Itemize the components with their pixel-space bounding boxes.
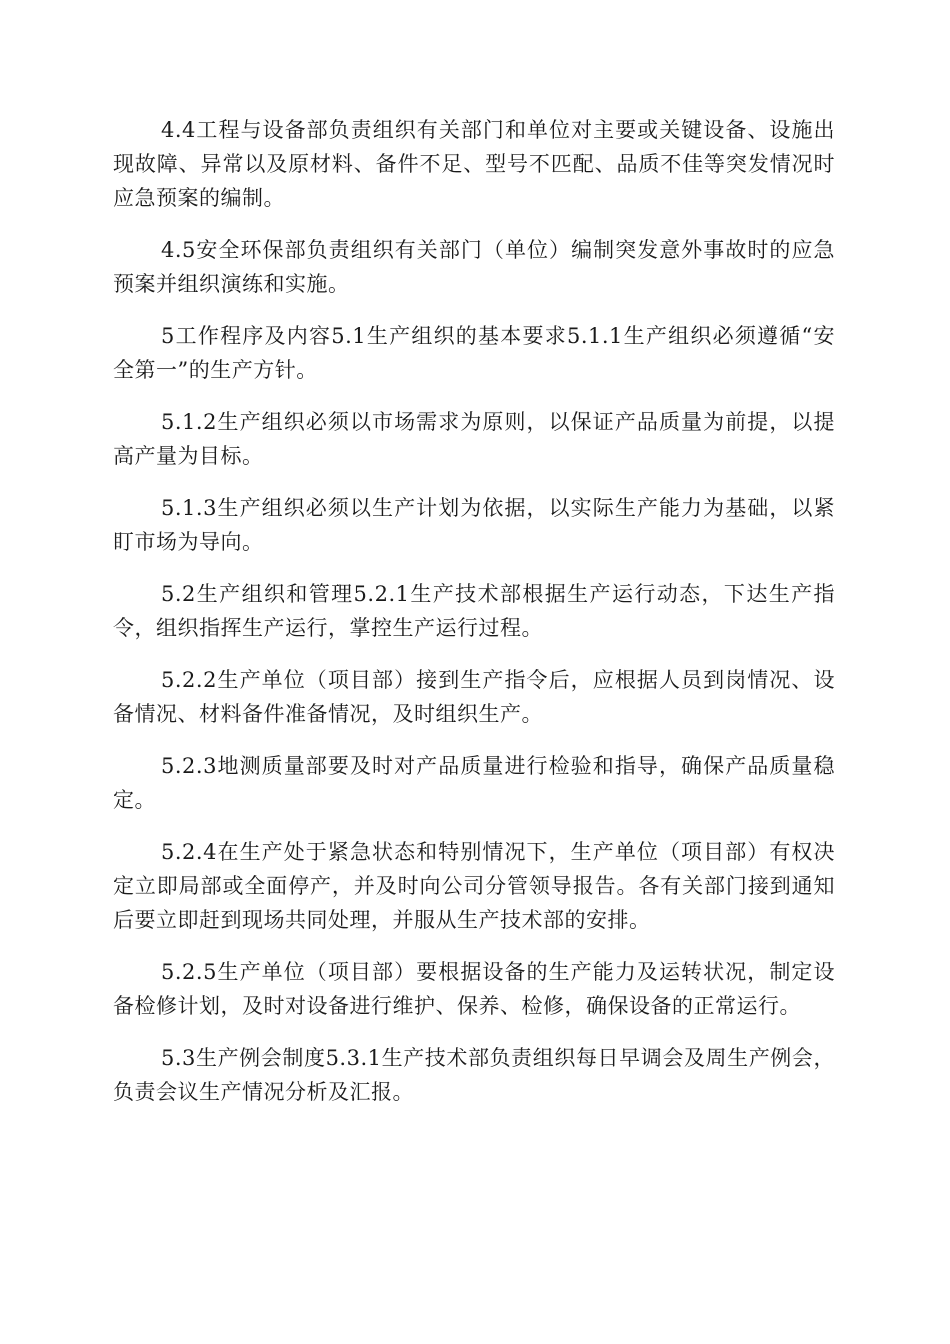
document-body [113,113,835,1127]
paragraph-4-5: 4.5安全环保部负责组织有关部门（单位）编制突发意外事故时的应急预案并组织演练和实施。 [113,238,835,296]
paragraph-4-4: 4.4工程与设备部负责组织有关部门和单位对主要或关键设备、设施出现故障、异常以及原材料、备件不足、型号不匹配、品质不佳等突发情况时应急预案的编制。 [113,118,835,210]
paragraph-5-2-2: 5.2.2生产单位（项目部）接到生产指令后，应根据人员到岗情况、设备情况、材料备件准备情况，及时组织生产。 [113,668,835,726]
paragraph-5-2-4: 5.2.4在生产处于紧急状态和特别情况下，生产单位（项目部）有权决定立即局部或全面停产，并及时向公司分管领导报告。各有关部门接到通知后要立即赶到现场共同处理，并服从生产技术部的安排。 [113,840,835,932]
paragraph-5-1-3: 5.1.3生产组织必须以生产计划为依据，以实际生产能力为基础，以紧盯市场为导向。 [113,496,835,554]
paragraph-5-2-5: 5.2.5生产单位（项目部）要根据设备的生产能力及运转状况，制定设备检修计划，及时对设备进行维护、保养、检修，确保设备的正常运行。 [113,960,835,1018]
paragraph-5-2-1: 5.2生产组织和管理5.2.1生产技术部根据生产运行动态，下达生产指令，组织指挥生产运行，掌控生产运行过程。 [113,582,835,640]
paragraph-5-1-2: 5.1.2生产组织必须以市场需求为原则，以保证产品质量为前提，以提高产量为目标。 [113,410,835,468]
paragraph-5-1-1: 5工作程序及内容5.1生产组织的基本要求5.1.1生产组织必须遵循“安全第一”的生产方针。 [113,324,835,382]
paragraph-5-2-3: 5.2.3地测质量部要及时对产品质量进行检验和指导，确保产品质量稳定。 [113,754,835,812]
paragraph-5-3-1: 5.3生产例会制度5.3.1生产技术部负责组织每日早调会及周生产例会，负责会议生产情况分析及汇报。 [113,1046,835,1104]
